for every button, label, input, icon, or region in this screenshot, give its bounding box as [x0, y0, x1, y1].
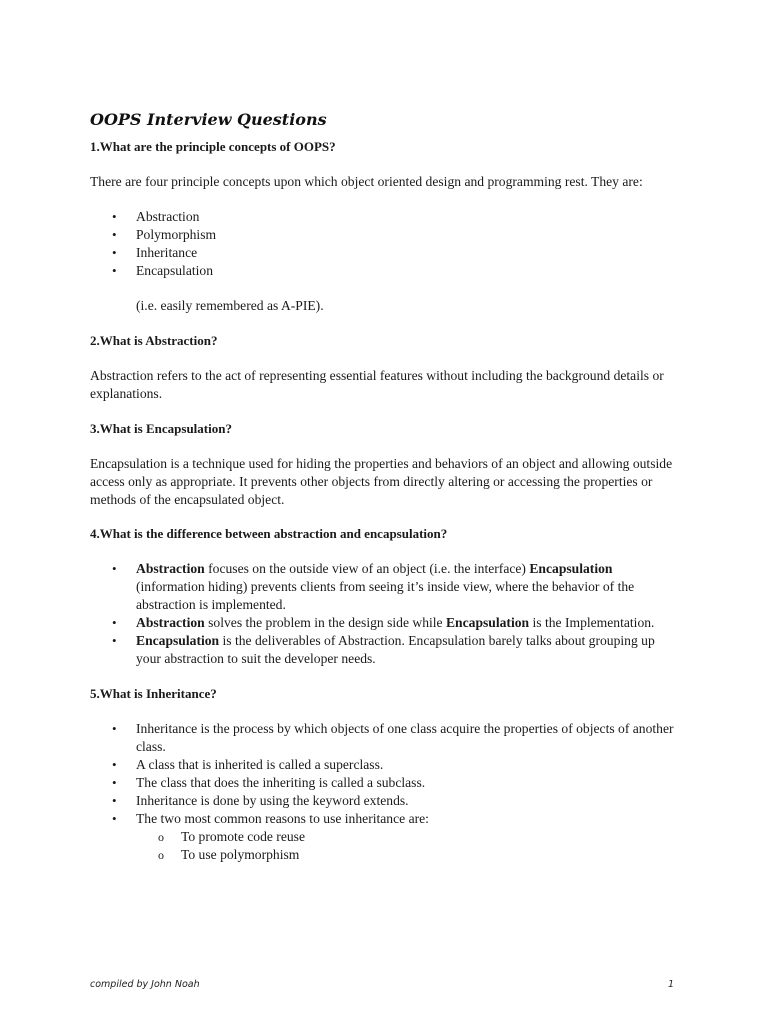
list-item-text: is the Implementation. — [529, 615, 655, 630]
keyword: Encapsulation — [445, 615, 530, 630]
keyword: Abstraction — [136, 615, 205, 630]
list-item: • Inheritance — [90, 244, 680, 262]
list-item: • Polymorphism — [90, 226, 680, 244]
list-item: • Encapsulation — [90, 262, 680, 280]
list-item: • Abstraction — [90, 208, 680, 226]
sub-list-item: o To use polymorphism — [136, 846, 680, 864]
list-item-text: is the deliverables of Abstraction. Encapsulation barely talks about grouping up your abstraction to suit the developer needs. — [136, 633, 655, 666]
keyword: Encapsulation — [529, 561, 613, 576]
question-3: 3.What is Encapsulation? — [90, 421, 232, 436]
difference-list — [90, 560, 680, 668]
keyword: Abstraction — [136, 561, 205, 576]
list-item: • Inheritance is the process by which objects of one class acquire the properties of objects of another class. — [90, 720, 680, 756]
footer-compiled-by: compiled by John Noah — [90, 979, 200, 990]
q2-answer: Abstraction refers to the act of representing essential features without including the background details or explanations. — [90, 368, 664, 401]
page-content — [90, 110, 680, 864]
concepts-list — [90, 208, 680, 280]
inheritance-list — [90, 720, 680, 864]
document-title: OOPS Interview Questions — [90, 110, 327, 129]
list-item-text: solves the problem in the design side while — [204, 615, 446, 630]
list-item — [90, 632, 680, 668]
list-item — [90, 810, 680, 864]
question-4: 4.What is the difference between abstraction and encapsulation? — [90, 526, 448, 541]
reasons-sublist — [136, 828, 680, 864]
q3-answer: Encapsulation is a technique used for hiding the properties and behaviors of an object and allowing outside access only as appropriate. It prevents other objects from directly altering or accessing the properties or methods of the encapsulated object. — [90, 456, 673, 507]
list-item-text: focuses on the outside view of an object (i.e. the interface) — [204, 561, 530, 576]
keyword: Encapsulation — [136, 633, 220, 648]
list-item: • A class that is inherited is called a superclass. — [90, 756, 680, 774]
sub-list-item: o To promote code reuse — [136, 828, 680, 846]
list-item: • The class that does the inheriting is called a subclass. — [90, 774, 680, 792]
question-2: 2.What is Abstraction? — [90, 333, 218, 348]
list-item-text: The two most common reasons to use inheritance are: — [136, 811, 429, 826]
a-pie-note: (i.e. easily remembered as A-PIE). — [136, 298, 324, 313]
list-item — [90, 560, 680, 614]
list-item: • Inheritance is done by using the keyword extends. — [90, 792, 680, 810]
question-5: 5.What is Inheritance? — [90, 686, 217, 701]
list-item — [90, 614, 680, 632]
question-1: 1.What are the principle concepts of OOPS? — [90, 139, 336, 154]
q1-intro: There are four principle concepts upon which object oriented design and programming rest. They are: — [90, 174, 643, 189]
list-item-text: (information hiding) prevents clients from seeing it’s inside view, where the behavior of the abstraction is implemented. — [136, 579, 635, 612]
footer-page-number: 1 — [668, 979, 675, 990]
